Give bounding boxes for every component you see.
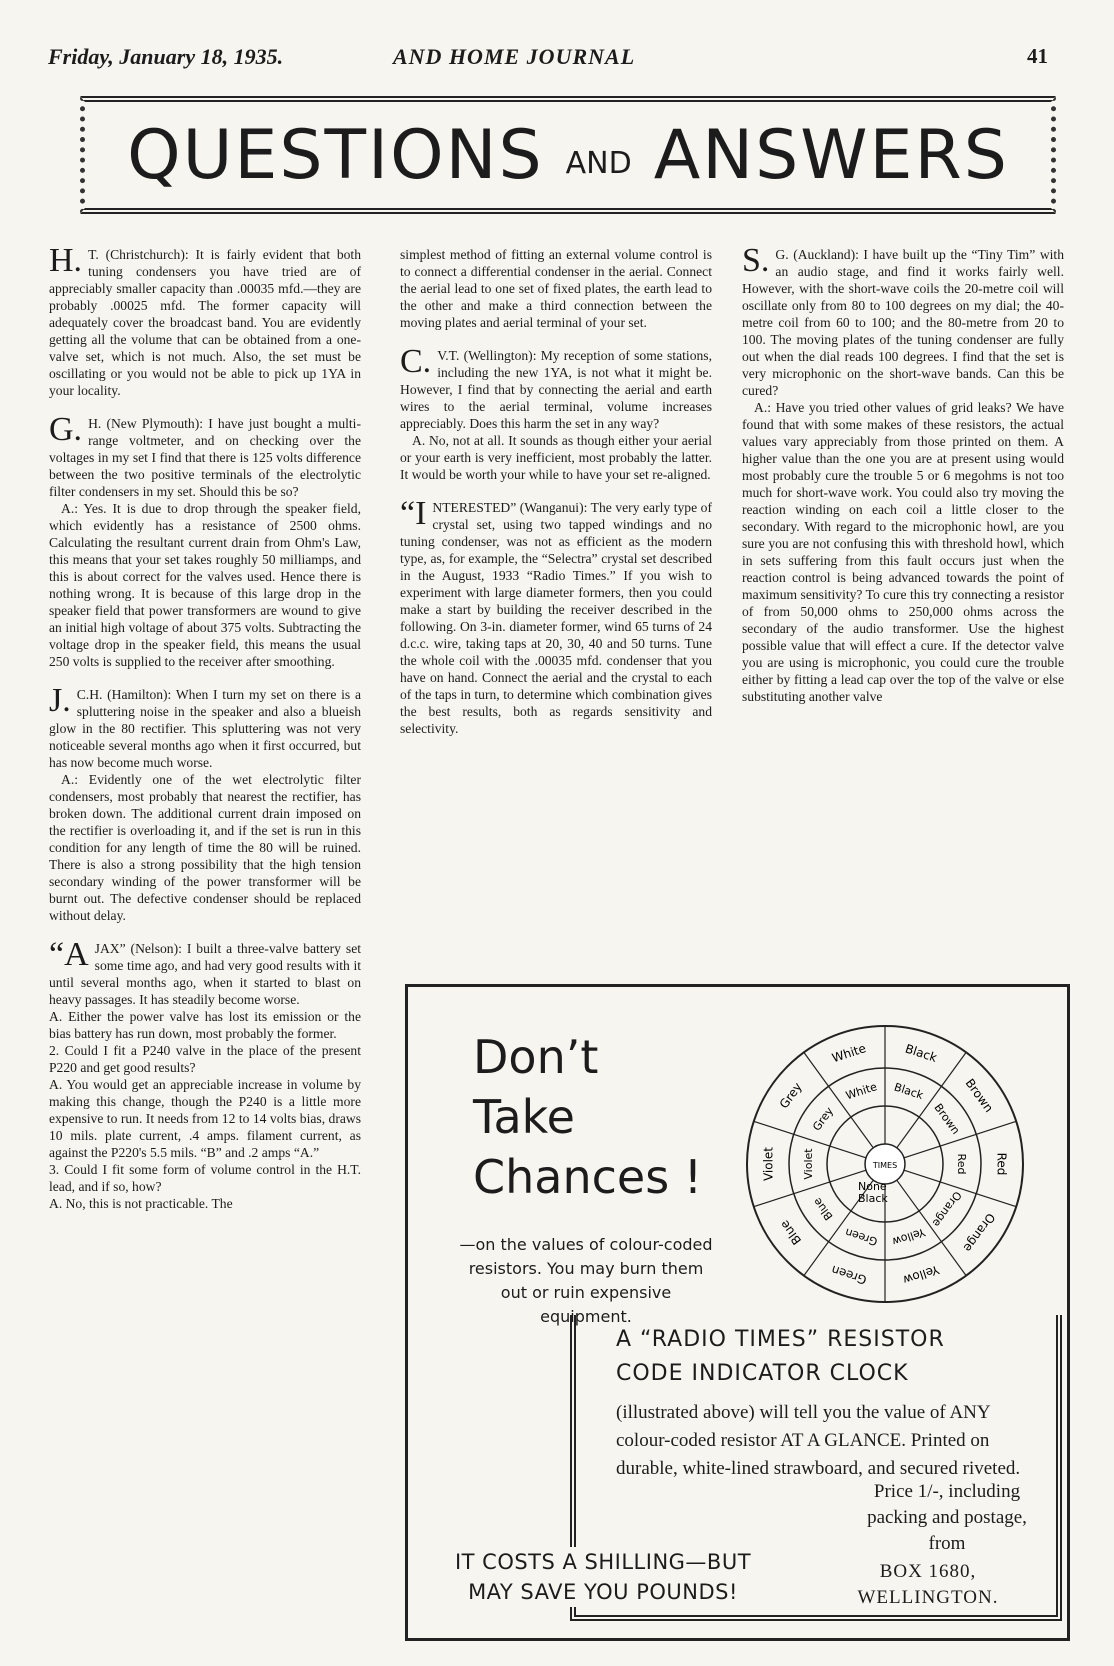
page-header [48, 44, 1048, 74]
title-and: AND [565, 145, 632, 181]
answer-paragraph: A.: Evidently one of the wet electrolytic filter condensers, most probably that nearest the rectifier, has broken down. The additional current drain imposed on the rectifier is overloading it, and if the set is run in this condition for any length of time the 80 will be ruined. There is also a strong possibility that the high tension secondary winding of the power transformer will be burnt out. The defective condenser should be replaced without delay. [49, 772, 361, 923]
answer-paragraph: A.: Yes. It is due to drop through the speaker field, which evidently has a resistance of 2500 ohms. Calculating the resultant current drain from Ohm's Law, this means that your set takes roughly 50 milliamps, and this is about correct for the valves used. Hence there is nothing wrong. It is because of this large drop in the speaker field that power transformers are wound to give an initial high voltage of about 375 volts. Subtracting the voltage drop in the speaker field, this means the usual 250 volts is supplied to the receiver after smoothing. [49, 501, 361, 669]
title-questions: QUESTIONS [127, 115, 544, 195]
issue-date: Friday, January 18, 1935. [48, 44, 284, 69]
question-text: G. (Auckland): I have built up the “Tiny Tim” with an audio stage, and find it works fairly well. However, with the short-wave coils the 20-metre coil will oscillate only from 80 to 100 degrees on my dial; the 40-metre coil from 60 to 100; and the 80-metre from 20 to 100. The moving plates of the tuning condenser are fully out when the dial reads 100 degrees. I find that the set is very microphonic on the short-wave bands. Can this be cured? [742, 247, 1064, 398]
drop-initial: S. [742, 242, 770, 279]
question-text: H. (New Plymouth): I have just bought a multi-range voltmeter, and on checking over the voltages in my set I find that there is 125 volts difference between the two positive terminals of the electrolytic filter condensers in my set. Should this be so? [49, 416, 361, 499]
ad-address-line: WELLINGTON. [857, 1587, 999, 1608]
product-price: Price 1/-, including packing and postage, from [867, 1481, 1027, 1554]
question-text: JAX” (Nelson): I built a three-valve battery set some time ago, and had very good results with it until several months ago, when it started to blast on heavy passages. It has steadily become worse. [49, 941, 361, 1007]
answer-paragraph: A. You would get an appreciable increase in volume by making this change, though the P240 is a little more expensive to run. It needs from 12 to 14 volts bias, draws 10 mils. plate current, .4 amps. filament current, as against the P220's 5.5 mils. “B” and .2 amps “A.” [49, 1077, 361, 1160]
drop-initial: C. [400, 343, 432, 380]
clock-color-label: Brown [931, 1101, 963, 1137]
ad-tagline [438, 1547, 768, 1607]
clock-color-label: Violet [761, 1146, 776, 1182]
question-paragraph [742, 242, 1064, 399]
clock-color-label: Blue [810, 1195, 836, 1223]
clock-color-label: Red [955, 1153, 968, 1175]
ad-headline-line: Chances ! [473, 1150, 703, 1204]
question-paragraph [49, 242, 361, 399]
clock-color-label: Grey [810, 1104, 837, 1134]
product-title-line: A “RADIO TIMES” RESISTOR [616, 1327, 945, 1352]
clock-color-label: Orange [929, 1188, 965, 1230]
answer-paragraph: A.: Have you tried other values of grid leaks? We have found that with some makes of these resistors, the actual values vary appreciably from those printed on them. A higher value than the one you are at present using would most probably cure the trouble 5 or 6 megohms is not too much for short-wave work. You could also try moving the reaction winding on each coil a little closer to the secondary. With regard to the microphonic howl, are you sure you are not confusing this with threshold howl, which in sets suffering from this fault occurs just when the reaction control is being advanced towards the point of maximum sensitivity? To cure this try connecting a resistor of from 50,000 ohms to 250,000 ohms across the secondary of the audio transformer. Use the highest possible value that will effect a cure. If the detector valve you are using is microphonic, you could cure the trouble either by fitting a lead cap over the top of the valve or else substituting another valve [742, 400, 1064, 704]
drop-initial: J. [49, 682, 71, 719]
question-paragraph [49, 936, 361, 1008]
drop-initial: “A [49, 936, 89, 973]
clock-color-label: Blue [777, 1217, 805, 1248]
clock-center-label: TIMES [872, 1161, 898, 1170]
title-answers: ANSWERS [653, 115, 1009, 195]
answer-paragraph: A. No, this is not practicable. The [49, 1196, 233, 1211]
column-middle [400, 246, 712, 737]
answer-paragraph: A. Either the power valve has lost its emission or the bias battery has run down, most probably the former. [49, 1009, 361, 1041]
column-right [742, 242, 1064, 705]
answer-paragraph: simplest method of fitting an external volume control is to connect a differential condenser in the aerial. Connect the aerial lead to one set of fixed plates, the earth lead to the other and make a third connection between the moving plates and aerial terminal of your set. [400, 247, 712, 330]
clock-color-label: Green [843, 1225, 880, 1249]
section-title [80, 96, 1056, 214]
drop-initial: H. [49, 242, 83, 279]
page-number: 41 [1027, 44, 1048, 68]
question-paragraph [400, 343, 712, 432]
ad-address [828, 1559, 1028, 1611]
clock-color-label: Brown [962, 1076, 996, 1115]
drop-initial: G. [49, 411, 83, 448]
product-title-line: CODE INDICATOR CLOCK [616, 1361, 909, 1386]
ad-headline-line: Don’t [473, 1030, 599, 1084]
product-title [616, 1323, 1036, 1391]
clock-color-label: Grey [776, 1079, 805, 1112]
advertisement [405, 984, 1070, 1641]
clock-color-label: Orange [960, 1210, 998, 1255]
ad-headline [473, 1027, 733, 1207]
resistor-clock-illustration [730, 1022, 1040, 1307]
question-text: NTERESTED” (Wanganui): The very early type of crystal set, using two tapped windings and no tuning condenser, was not as efficient as the modern type, as, for example, the “Selectra” crystal set described in the August, 1933 “Radio Times.” If you wish to experiment with large diameter formers, then you could make a start by building the receiver described in the following. On 3-in. diameter former, wind 65 turns of 24 d.c.c. wire, taking taps at 20, 30, 40 and 50 turns. Tune the whole coil with the .00035 mfd. condenser that you have on hand. Connect the aerial and the crystal to each of the taps in turn, to determine which combination gives the best results, both as regards sensitivity and selectivity. [400, 500, 712, 736]
ad-address-line: BOX 1680, [879, 1561, 977, 1582]
clock-color-label: White [844, 1080, 879, 1103]
ad-headline-line: Take [473, 1090, 575, 1144]
question-paragraph [49, 682, 361, 771]
clock-color-label: White [830, 1041, 868, 1066]
answer-paragraph: A. No, not at all. It sounds as though either your aerial or your earth is very inefficient, most probably the latter. It would be worth your while to have your set re-aligned. [400, 433, 712, 482]
question-text: C.H. (Hamilton): When I turn my set on there is a spluttering noise in the speaker and also a blueish glow in the 80 rectifier. This spluttering was not very noticeable several months ago when it first occurred, but has now become much worse. [49, 687, 361, 770]
drop-initial: “I [400, 495, 427, 532]
product-description: (illustrated above) will tell you the value of ANY colour-coded resistor AT A GLANCE. Printed on durable, white-lined strawboard, and secured riveted. [616, 1402, 1021, 1479]
ad-tagline-line: IT COSTS A SHILLING—BUT [454, 1550, 752, 1574]
answer-paragraph: 3. Could I fit some form of volume control in the H.T. lead, and if so, how? [49, 1162, 361, 1194]
clock-none-label: None [858, 1180, 887, 1193]
answer-paragraph: 2. Could I fit a P240 valve in the place of the present P220 and get good results? [49, 1043, 361, 1075]
clock-color-label: Yellow [890, 1225, 927, 1249]
column-left [49, 242, 361, 1212]
clock-color-label: Red [994, 1152, 1009, 1176]
clock-color-label: Black [892, 1080, 925, 1103]
clock-black-label: Black [858, 1192, 888, 1205]
question-text: T. (Christchurch): It is fairly evident that both tuning condensers you have tried are of appreciably smaller capacity than .00035 mfd.—they are probably .00025 mfd. The former capacity will adequately cover the broadcast band. You are evidently getting all the volume that can be obtained from a one-valve set, which is not much. Also, the set must be oscillating or you would not be able to pick up 1YA in your locality. [49, 247, 361, 398]
clock-color-label: Violet [802, 1148, 815, 1180]
journal-name: AND HOME JOURNAL [393, 44, 636, 69]
clock-color-label: Black [903, 1041, 939, 1065]
ad-tagline-line: MAY SAVE YOU POUNDS! [468, 1580, 738, 1604]
clock-color-label: Green [829, 1262, 869, 1288]
question-text: V.T. (Wellington): My reception of some stations, including the new 1YA, is not what it might be. However, I find that by connecting the aerial and earth wires to the aerial terminal, volume increases appreciably. Does this harm the set in any way? [400, 348, 712, 431]
question-paragraph [400, 495, 712, 737]
question-paragraph [49, 411, 361, 500]
clock-color-label: Yellow [901, 1262, 941, 1288]
ad-warning: —on the values of colour-coded resistors. You may burn them out or ruin expensive equipment. [459, 1235, 713, 1326]
